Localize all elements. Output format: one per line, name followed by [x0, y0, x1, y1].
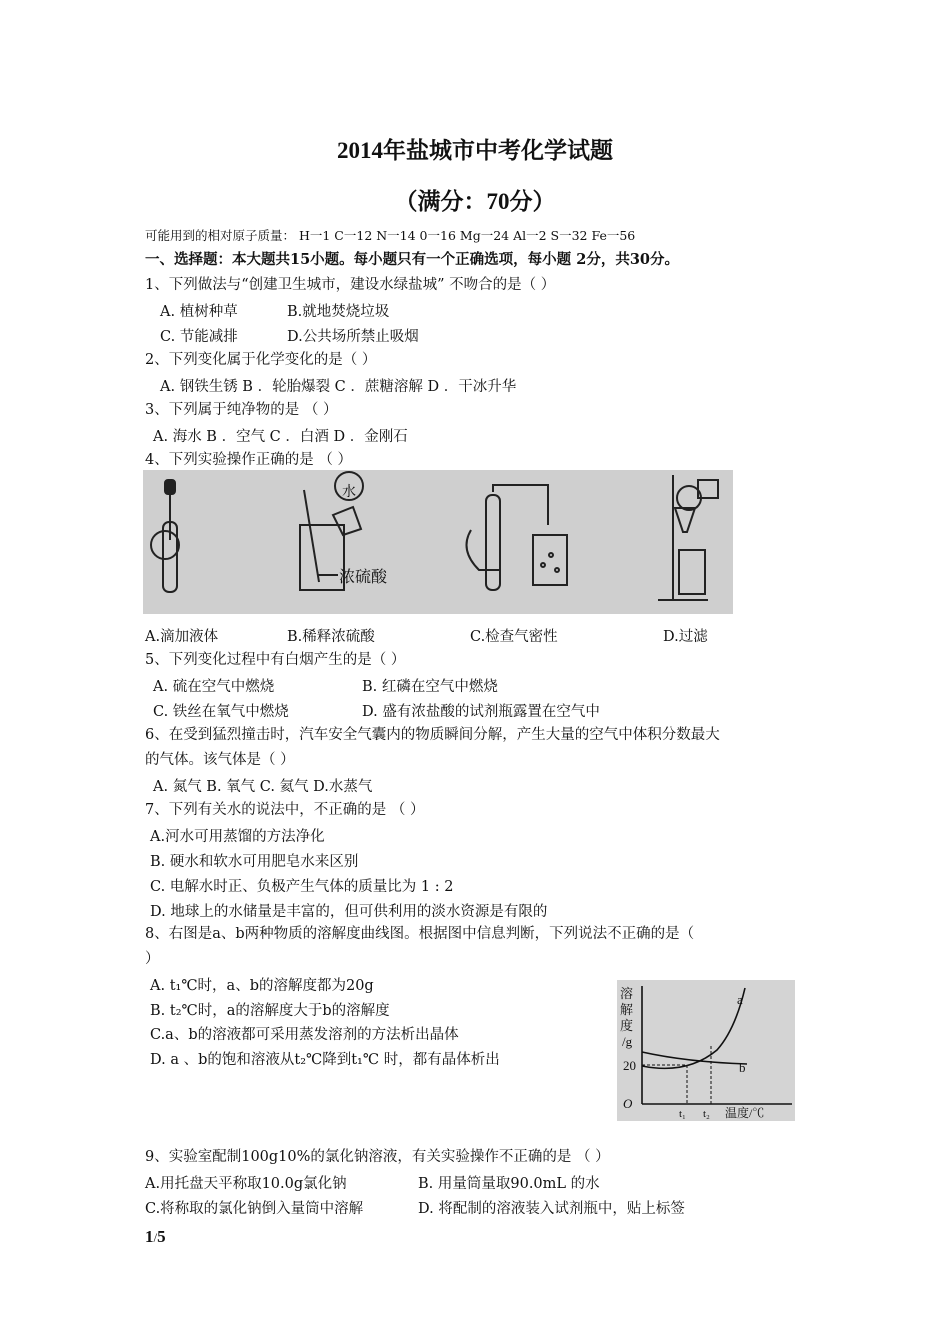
- curve-a: [642, 988, 745, 1068]
- q1-option-b: B.就地焚烧垃圾: [287, 304, 390, 320]
- q5-option-b: B. 红磷在空气中燃烧: [362, 679, 498, 695]
- solubility-graph: [617, 980, 795, 1121]
- q7-stem: 7、下列有关水的说法中，不正确的是 （ ）: [145, 802, 425, 818]
- q7-option-c: C. 电解水时正、负极产生气体的质量比为 1 : 2: [150, 879, 454, 895]
- curve-b: [642, 1052, 747, 1064]
- q6-options: A. 氮气 B. 氧气 C. 氦气 D.水蒸气: [153, 779, 373, 795]
- q9-option-c: C.将称取的氯化钠倒入量筒中溶解: [145, 1201, 364, 1217]
- q3-stem: 3、下列属于纯净物的是 （ ）: [145, 402, 338, 418]
- graph-ylabel-1: 溶: [620, 986, 634, 1001]
- water-label: 水: [342, 483, 356, 499]
- q4-option-b: B.稀释浓硫酸: [287, 629, 375, 645]
- q1-option-c: C. 节能减排: [160, 329, 238, 345]
- q8-option-c: C.a、b的溶液都可采用蒸发溶剂的方法析出晶体: [150, 1027, 459, 1043]
- q4-lab-figure: [143, 470, 733, 614]
- filtration-icon: [658, 475, 718, 600]
- q5-option-a: A. 硫在空气中燃烧: [153, 679, 275, 695]
- curve-a-label: a: [737, 992, 743, 1007]
- q5-option-c: C. 铁丝在氧气中燃烧: [153, 704, 289, 720]
- q9-option-b: B. 用量筒量取90.0mL 的水: [418, 1176, 600, 1192]
- dropper-test-tube-icon: [151, 480, 179, 592]
- graph-ylabel-3: 度: [620, 1018, 634, 1033]
- q1-option-d: D.公共场所禁止吸烟: [287, 329, 419, 345]
- page-subtitle: （满分：70分）: [394, 189, 556, 214]
- page-number: [145, 1227, 166, 1247]
- q8-option-a: A. t₁℃时，a、b的溶解度都为20g: [150, 978, 374, 994]
- page-current: 1: [145, 1227, 154, 1246]
- graph-t2-label: t₂: [703, 1108, 710, 1120]
- q9-option-d: D. 将配制的溶液装入试剂瓶中，贴上标签: [418, 1201, 685, 1217]
- q8-stem-line2: ）: [145, 951, 160, 967]
- page-separator: /: [153, 1230, 158, 1245]
- lab-operations-illustration: [143, 470, 733, 614]
- q8-option-d: D. a 、b的饱和溶液从t₂℃降到t₁℃ 时，都有晶体析出: [150, 1052, 500, 1068]
- q7-option-b: B. 硬水和软水可用肥皂水来区别: [150, 854, 359, 870]
- curve-b-label: b: [739, 1060, 746, 1075]
- airtight-check-icon: [467, 485, 568, 590]
- graph-t1-label: t₁: [679, 1108, 686, 1120]
- graph-ylabel-4: /g: [622, 1034, 633, 1049]
- q4-option-a: A.滴加液体: [145, 629, 219, 645]
- page-title: 2014年盐城市中考化学试题: [337, 138, 613, 163]
- q9-stem: 9、实验室配制100g10%的氯化钠溶液，有关实验操作不正确的是 （ ）: [145, 1149, 610, 1165]
- graph-y-tick-20: 20: [623, 1058, 636, 1073]
- q7-option-d: D. 地球上的水储量是丰富的，但可供利用的淡水资源是有限的: [150, 904, 548, 920]
- q9-option-a: A.用托盘天平称取10.0g氯化钠: [145, 1176, 347, 1192]
- q3-options: A. 海水 B ．空气 C ．白酒 D ．金刚石: [153, 429, 408, 445]
- q1-option-a: A. 植树种草: [160, 304, 238, 320]
- graph-origin: O: [623, 1096, 633, 1111]
- section-heading: 一、选择题：本大题共15小题。每小题只有一个正确选项，每小题 2分，共30分。: [145, 251, 679, 268]
- solubility-curve-illustration: [617, 980, 795, 1121]
- q4-option-d: D.过滤: [663, 629, 708, 645]
- q8-option-b: B. t₂℃时，a的溶解度大于b的溶解度: [150, 1003, 390, 1019]
- atomic-masses: 可能用到的相对原子质量： H一1 C一12 N一14 0一16 Mg一24 Al一2 S一32 Fe一56: [145, 228, 636, 243]
- q6-stem-line2: 的气体。该气体是（ ）: [145, 752, 295, 768]
- q2-options: A. 钢铁生锈 B ．轮胎爆裂 C ．蔗糖溶解 D ．干冰升华: [160, 379, 517, 395]
- acid-label: 浓硫酸: [339, 569, 388, 586]
- q8-stem-line1: 8、右图是a、b两种物质的溶解度曲线图。根据图中信息判断，下列说法不正确的是（: [145, 926, 695, 942]
- page-total: 5: [157, 1227, 166, 1246]
- graph-ylabel-2: 解: [620, 1002, 634, 1017]
- q6-stem-line1: 6、在受到猛烈撞击时，汽车安全气囊内的物质瞬间分解，产生大量的空气中体积分数最大: [145, 727, 720, 743]
- q7-option-a: A.河水可用蒸馏的方法净化: [150, 829, 325, 845]
- q2-stem: 2、下列变化属于化学变化的是（ ）: [145, 352, 377, 368]
- q5-option-d: D. 盛有浓盐酸的试剂瓶露置在空气中: [362, 704, 600, 720]
- graph-xlabel: 温度/℃: [725, 1106, 765, 1120]
- q5-stem: 5、下列变化过程中有白烟产生的是（ ）: [145, 652, 406, 668]
- q4-stem: 4、下列实验操作正确的是 （ ）: [145, 452, 352, 468]
- q1-stem: 1、下列做法与“创建卫生城市，建设水绿盐城” 不吻合的是（ ）: [145, 277, 556, 293]
- q4-option-c: C.检查气密性: [470, 629, 558, 645]
